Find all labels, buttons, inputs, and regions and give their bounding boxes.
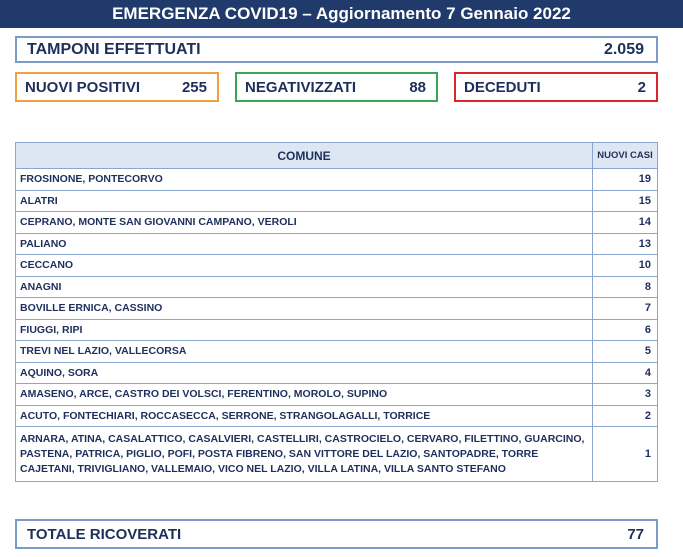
casi-cell: 14 xyxy=(593,212,658,234)
nuovi-positivi-label: NUOVI POSITIVI xyxy=(25,78,141,96)
totale-ricoverati-value: 77 xyxy=(627,525,644,543)
casi-cell: 2 xyxy=(593,405,658,427)
comune-cell: PALIANO xyxy=(16,233,593,255)
comuni-table xyxy=(15,142,658,482)
table-row xyxy=(16,233,658,255)
comune-cell: FROSINONE, PONTECORVO xyxy=(16,169,593,191)
nuovi-positivi-box xyxy=(15,72,219,102)
deceduti-value: 2 xyxy=(637,78,646,96)
totale-ricoverati-label: TOTALE RICOVERATI xyxy=(27,525,182,543)
comune-cell: ACUTO, FONTECHIARI, ROCCASECCA, SERRONE, STRANGOLAGALLI, TORRICE xyxy=(16,405,593,427)
tamponi-value: 2.059 xyxy=(603,40,644,58)
comune-cell: ALATRI xyxy=(16,190,593,212)
table-row xyxy=(16,427,658,482)
table-row xyxy=(16,169,658,191)
nuovi-positivi-value: 255 xyxy=(181,78,207,96)
table-row xyxy=(16,405,658,427)
table-row xyxy=(16,276,658,298)
comune-cell: FIUGGI, RIPI xyxy=(16,319,593,341)
casi-cell: 1 xyxy=(593,427,658,482)
casi-cell: 3 xyxy=(593,384,658,406)
deceduti-box xyxy=(454,72,658,102)
comune-cell: AQUINO, SORA xyxy=(16,362,593,384)
tamponi-label: TAMPONI EFFETTUATI xyxy=(27,40,201,58)
casi-cell: 8 xyxy=(593,276,658,298)
casi-cell: 4 xyxy=(593,362,658,384)
page-title: EMERGENZA COVID19 – Aggiornamento 7 Gennaio 2022 xyxy=(0,0,683,28)
table-header-row xyxy=(16,143,658,169)
deceduti-label: DECEDUTI xyxy=(464,78,541,96)
casi-cell: 13 xyxy=(593,233,658,255)
table-row xyxy=(16,362,658,384)
negativizzati-label: NEGATIVIZZATI xyxy=(245,78,357,96)
comune-cell: BOVILLE ERNICA, CASSINO xyxy=(16,298,593,320)
header-comune: COMUNE xyxy=(16,143,593,169)
header-nuovi-casi: NUOVI CASI xyxy=(593,143,658,169)
casi-cell: 5 xyxy=(593,341,658,363)
casi-cell: 15 xyxy=(593,190,658,212)
comune-cell: CEPRANO, MONTE SAN GIOVANNI CAMPANO, VEROLI xyxy=(16,212,593,234)
comune-cell: AMASENO, ARCE, CASTRO DEI VOLSCI, FERENTINO, MOROLO, SUPINO xyxy=(16,384,593,406)
casi-cell: 6 xyxy=(593,319,658,341)
comune-cell: ANAGNI xyxy=(16,276,593,298)
casi-cell: 10 xyxy=(593,255,658,277)
table-row xyxy=(16,190,658,212)
table-row xyxy=(16,212,658,234)
negativizzati-box xyxy=(235,72,438,102)
table-row xyxy=(16,255,658,277)
negativizzati-value: 88 xyxy=(409,78,426,96)
comune-cell: CECCANO xyxy=(16,255,593,277)
table-row xyxy=(16,384,658,406)
casi-cell: 19 xyxy=(593,169,658,191)
comune-cell: ARNARA, ATINA, CASALATTICO, CASALVIERI, CASTELLIRI, CASTROCIELO, CERVARO, FILETTINO, GUARCINO, PASTENA, PATRICA, PIGLIO, POFI, POSTA FIBRENO, SAN VITTORE DEL LAZIO, SANTOPADRE, TORRE CAJETANI, TRIVIGLIANO, VALLEMAIO, VICO NEL LAZIO, VILLA LATINA, VILLA SANTO STEFANO xyxy=(16,427,593,482)
table-row xyxy=(16,298,658,320)
totale-ricoverati-box xyxy=(15,519,658,549)
comune-cell: TREVI NEL LAZIO, VALLECORSA xyxy=(16,341,593,363)
casi-cell: 7 xyxy=(593,298,658,320)
table-row xyxy=(16,341,658,363)
table-row xyxy=(16,319,658,341)
tamponi-box xyxy=(15,36,658,63)
